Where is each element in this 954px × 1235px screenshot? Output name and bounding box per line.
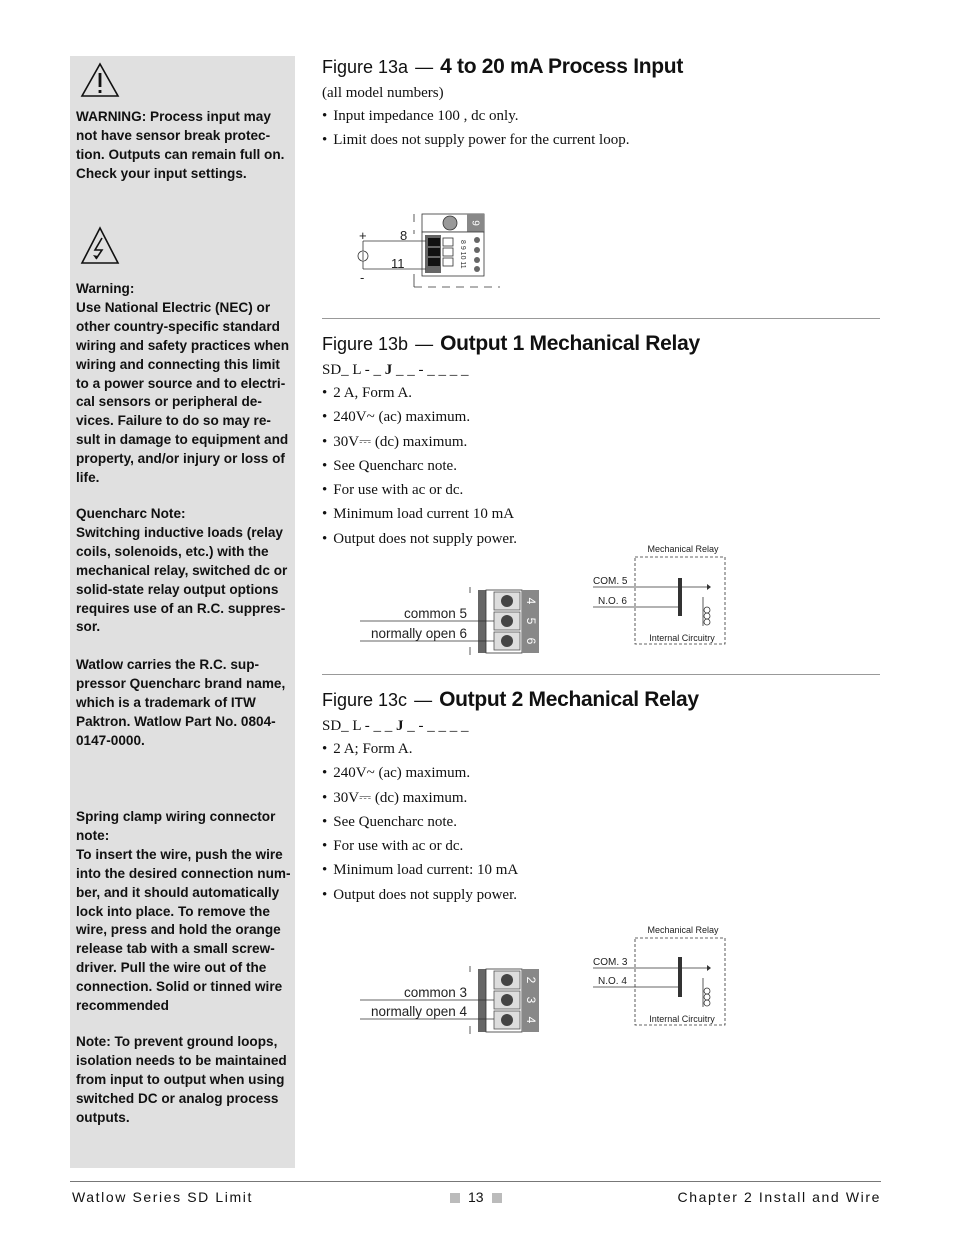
sidebar-ground-loop-note	[76, 1033, 292, 1128]
normally-open-label: normally open 6	[370, 626, 467, 641]
bullet-item: • 2 A, Form A.	[322, 381, 700, 405]
code-suffix: _ _ - _ _ _ _	[392, 362, 469, 378]
output2-terminal-diagram	[355, 964, 550, 1039]
output1-relay-schematic	[590, 540, 730, 650]
figure-13a-dash: —	[415, 57, 434, 77]
quencharc-title: Quencharc Note:	[76, 506, 186, 521]
relay-no-label: N.O. 6	[598, 596, 627, 607]
bullet-item: • 240V~ (ac) maximum.	[322, 761, 699, 785]
watlow-note-text: Watlow carries the R.C. sup-pressor Quencharc brand name, which is a trademark of ITW Paktron. Watlow Part No. 0804-0147-0000.	[76, 657, 286, 748]
code-prefix: SD_ L - _ _	[322, 718, 397, 734]
figure-13b-heading	[322, 332, 700, 356]
figure-13b-title: Output 1 Mechanical Relay	[440, 332, 700, 355]
spring-clamp-body: To insert the wire, push the wire into the desired connection num-ber, and it should automatically lock into place. To remove the wire, press and hold the orange release tab with a small screw-driver. Pull the wire out of the connection. Solid or tinned wire recommended	[76, 846, 291, 1014]
footer-left: Watlow Series SD Limit	[72, 1189, 253, 1205]
figure-13a-heading	[322, 55, 683, 79]
bullet-item: • Output does not supply power.	[322, 527, 700, 551]
figure-13b-model-code	[322, 362, 700, 379]
figure-13b-dash: —	[415, 334, 434, 354]
spring-clamp-title: Spring clamp wiring connector note:	[76, 809, 276, 843]
code-prefix: SD_ L - _	[322, 362, 385, 378]
page-number: 13	[468, 1189, 484, 1205]
internal-circuitry-label: Internal Circuitry	[649, 1014, 715, 1024]
relay-no-label: N.O. 4	[598, 976, 627, 987]
sidebar-warning-wiring	[76, 280, 292, 488]
sidebar-watlow-note	[76, 656, 292, 751]
sidebar-spring-clamp-note	[76, 808, 292, 1016]
figure-13c-heading	[322, 688, 699, 712]
figure-13c-dash: —	[414, 690, 433, 710]
ground-loop-text: Note: To prevent ground loops, isolation needs to be maintained from input to output when using switched DC or analog process outputs.	[76, 1034, 287, 1125]
bullet-item: • Output does not supply power.	[322, 883, 699, 907]
bullet-item: • Minimum load current 10 mA	[322, 502, 700, 526]
figure-13a-label: Figure 13a	[322, 57, 409, 77]
figure-13a-title: 4 to 20 mA Process Input	[440, 55, 684, 78]
terminal-11-label: 11	[391, 256, 405, 271]
electrical-hazard-icon	[80, 226, 120, 266]
terminal-numbers: 8 9 10 11	[459, 240, 466, 269]
warning-title: Warning:	[76, 281, 135, 296]
pin-label: 3	[523, 996, 538, 1004]
plus-label: +	[359, 228, 367, 243]
warning-process-text: WARNING: Process input may not have sensor break protec-tion. Outputs can remain full on. Check your input settings.	[76, 109, 285, 181]
internal-circuitry-label: Internal Circuitry	[649, 633, 715, 643]
square-icon	[450, 1193, 460, 1203]
relay-title: Mechanical Relay	[647, 544, 719, 554]
footer-rule	[70, 1181, 881, 1182]
relay-com-label: COM. 3	[593, 957, 628, 968]
pin-label: 2	[523, 976, 538, 984]
section-divider	[322, 674, 880, 675]
relay-title: Mechanical Relay	[647, 925, 719, 935]
sidebar-quencharc-note	[76, 505, 292, 637]
common-label: common 3	[403, 985, 467, 1000]
process-input-wiring-diagram	[350, 210, 510, 295]
bullet-item: • See Quencharc note.	[322, 454, 700, 478]
bullet-item: • 30V⎓ (dc) maximum.	[322, 430, 700, 454]
bullet-item: • 30V⎓ (dc) maximum.	[322, 786, 699, 810]
figure-13b-label: Figure 13b	[322, 334, 409, 354]
figure-13b-bullets	[322, 381, 700, 551]
pin-label: 4	[523, 1016, 538, 1024]
bullet-item: • 2 A; Form A.	[322, 737, 699, 761]
pin-label: 5	[523, 617, 538, 625]
figure-13c-section	[322, 688, 699, 907]
figure-13a-bullets	[322, 104, 683, 153]
code-option: J	[396, 718, 404, 734]
bullet-item: • See Quencharc note.	[322, 810, 699, 834]
warning-body: Use National Electric (NEC) or other country-specific standard wiring and safety practices when wiring and connecting this limit to a power source and to electri-cal sensors or peripheral de-vices. Failure to do so may re-sult in damage to equipment and property, and/or injury or loss of life.	[76, 299, 290, 486]
bullet-item: • For use with ac or dc.	[322, 834, 699, 858]
pin-label: 6	[523, 637, 538, 645]
figure-13b-section	[322, 332, 700, 551]
figure-13c-model-code	[322, 718, 699, 735]
figure-13a-section	[322, 55, 683, 153]
section-divider	[322, 318, 880, 319]
minus-label: -	[360, 270, 365, 285]
bullet-item: • Limit does not supply power for the current loop.	[322, 128, 683, 152]
code-option: J	[384, 362, 393, 378]
output2-relay-schematic	[590, 921, 730, 1031]
code-suffix: _ - _ _ _ _	[403, 718, 469, 734]
figure-13c-label: Figure 13c	[322, 690, 408, 710]
terminal-8-label: 8	[400, 228, 408, 243]
bullet-item: • 240V~ (ac) maximum.	[322, 405, 700, 429]
square-icon	[492, 1193, 502, 1203]
bullet-item: • For use with ac or dc.	[322, 478, 700, 502]
bullet-item: • Input impedance 100 , dc only.	[322, 104, 683, 128]
pin-label: 4	[523, 597, 538, 605]
top-terminal-number: 9	[469, 220, 481, 226]
quencharc-body: Switching inductive loads (relay coils, solenoids, etc.) with the mechanical relay, switched dc or solid-state relay output options requires use of an R.C. suppres-sor.	[76, 524, 288, 635]
normally-open-label: normally open 4	[370, 1004, 467, 1019]
common-label: common 5	[403, 606, 467, 621]
footer-page	[450, 1189, 502, 1205]
sidebar-warning-process	[76, 108, 292, 184]
figure-13c-bullets	[322, 737, 699, 907]
bullet-item: • Minimum load current: 10 mA	[322, 858, 699, 882]
output1-terminal-diagram	[355, 585, 550, 660]
footer-right: Chapter 2 Install and Wire	[677, 1189, 881, 1205]
warning-exclamation-icon	[80, 62, 120, 98]
figure-13a-subtitle: (all model numbers)	[322, 85, 444, 101]
figure-13c-title: Output 2 Mechanical Relay	[439, 688, 699, 711]
relay-com-label: COM. 5	[593, 576, 628, 587]
